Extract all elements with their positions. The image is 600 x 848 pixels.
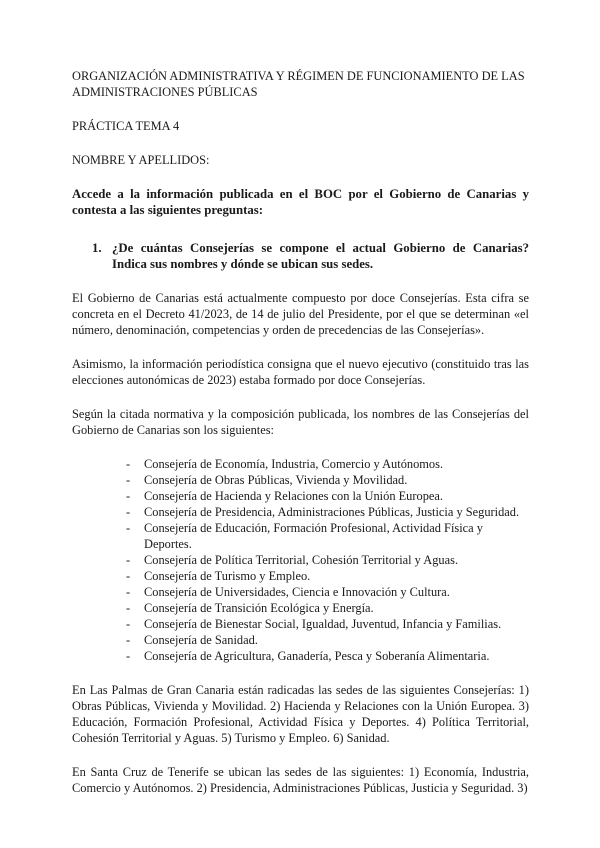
list-item: - Consejería de Universidades, Ciencia e Innovación y Cultura. — [126, 585, 450, 599]
answer-paragraph: Asimismo, la información periodística consigna que el nuevo ejecutivo (constituido tras las elecciones autonómicas de 2023) estaba formado por doce Consejerías. — [72, 357, 529, 387]
list-dash: - — [126, 617, 131, 631]
list-dash: - — [126, 521, 131, 535]
list-item: - Consejería de Economía, Industria, Comercio y Autónomos. — [126, 457, 444, 471]
question-number: 1. — [92, 241, 102, 255]
list-item: - Consejería de Obras Públicas, Vivienda y Movilidad. — [126, 473, 408, 487]
list-item: - Consejería de Bienestar Social, Igualdad, Juventud, Infancia y Familias. — [126, 617, 502, 631]
document-page — [72, 68, 529, 814]
sedes-santa-cruz: En Santa Cruz de Tenerife se ubican las sedes de las siguientes: 1) Economía, Industria, Comercio y Autónomos. 2) Presidencia, Administraciones Públicas, Justicia y Seguridad. 3) — [72, 765, 529, 795]
list-item: - Consejería de Presidencia, Administraciones Públicas, Justicia y Seguridad. — [126, 505, 520, 519]
list-item: - Consejería de Agricultura, Ganadería, Pesca y Soberanía Alimentaria. — [126, 649, 490, 663]
answer-paragraph: Según la citada normativa y la composición publicada, los nombres de las Consejerías del Gobierno de Canarias son los siguientes: — [72, 407, 529, 437]
list-dash: - — [126, 569, 131, 583]
question-text: ¿De cuántas Consejerías se compone el actual Gobierno de Canarias? Indica sus nombres y dónde se ubican sus sedes. — [112, 241, 529, 271]
name-field-label: NOMBRE Y APELLIDOS: — [72, 153, 210, 167]
answer-paragraph: El Gobierno de Canarias está actualmente compuesto por doce Consejerías. Esta cifra se concreta en el Decreto 41/2023, de 14 de julio del Presidente, por el que se determinan «el número, denominación, competencias y orden de precedencias de las Consejerías». — [72, 291, 529, 337]
list-item: - Consejería de Política Territorial, Cohesión Territorial y Aguas. — [126, 553, 459, 567]
practice-label: PRÁCTICA TEMA 4 — [72, 119, 180, 133]
instructions: Accede a la información publicada en el BOC por el Gobierno de Canarias y contesta a las siguientes preguntas: — [72, 187, 529, 217]
list-dash: - — [126, 553, 131, 567]
list-dash: - — [126, 633, 131, 647]
document-title: ORGANIZACIÓN ADMINISTRATIVA Y RÉGIMEN DE FUNCIONAMIENTO DE LAS ADMINISTRACIONES PÚBLICAS — [72, 69, 525, 99]
list-item: - Consejería de Turismo y Empleo. — [126, 569, 311, 583]
list-item: - Consejería de Transición Ecológica y Energía. — [126, 601, 374, 615]
list-item: - Consejería de Educación, Formación Profesional, Actividad Física y Deportes. — [126, 521, 483, 551]
list-dash: - — [126, 473, 131, 487]
list-dash: - — [126, 649, 131, 663]
list-dash: - — [126, 489, 131, 503]
list-dash: - — [126, 585, 131, 599]
list-dash: - — [126, 457, 131, 471]
sedes-las-palmas: En Las Palmas de Gran Canaria están radicadas las sedes de las siguientes Consejerías: 1) Obras Públicas, Vivienda y Movilidad. 2) Hacienda y Relaciones con la Unión Europea. 3) Educación, Formación Profesional, Actividad Física y Deportes. 4) Política Territorial, Cohesión Territorial y Aguas. 5) Turismo y Empleo. 6) Sanidad. — [72, 683, 529, 745]
question-1 — [72, 240, 529, 272]
list-dash: - — [126, 601, 131, 615]
consejerias-list — [72, 456, 529, 664]
list-item: - Consejería de Sanidad. — [126, 633, 258, 647]
list-dash: - — [126, 505, 131, 519]
list-item: - Consejería de Hacienda y Relaciones con la Unión Europea. — [126, 489, 443, 503]
